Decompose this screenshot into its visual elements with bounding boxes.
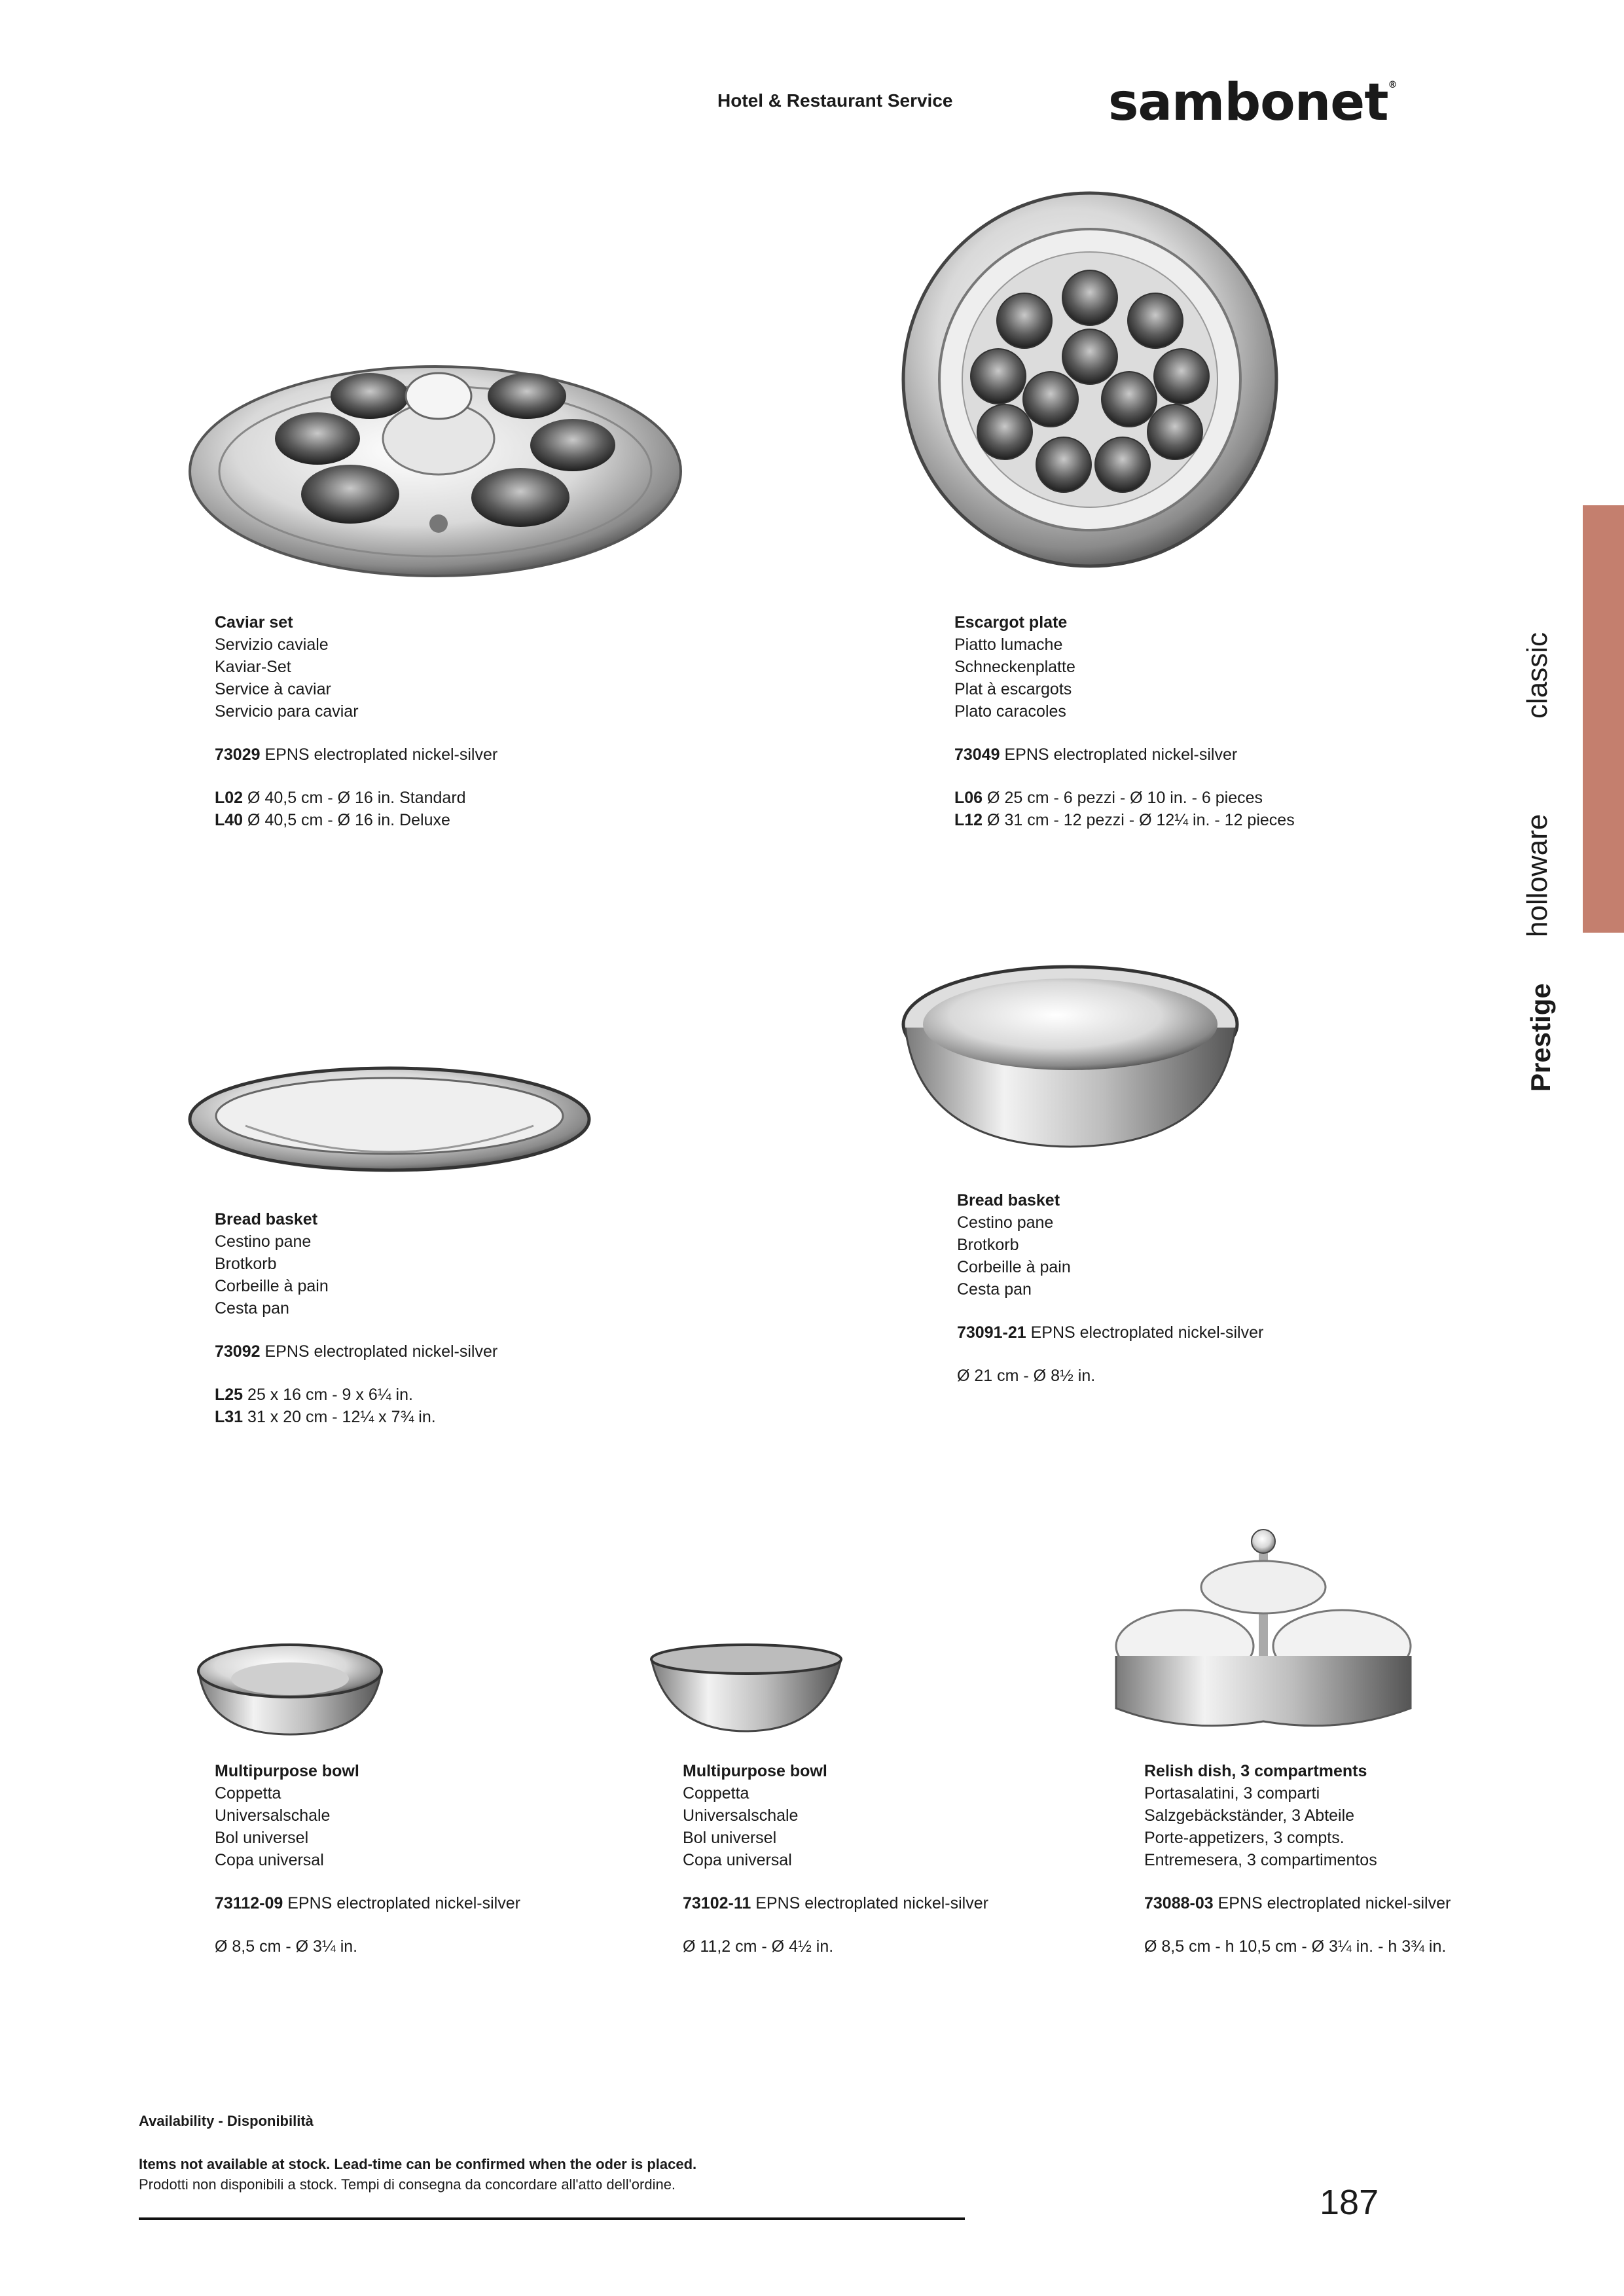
caviar-set-image xyxy=(187,347,684,583)
variant-line: L06 Ø 25 cm - 6 pezzi - Ø 10 in. - 6 pieces xyxy=(954,789,1263,807)
variant-line: L12 Ø 31 cm - 12 pezzi - Ø 12¼ in. - 12 pieces xyxy=(954,811,1295,829)
product-code-line: 73112-09 EPNS electroplated nickel-silver xyxy=(215,1894,520,1912)
translation-de: Kaviar-Set xyxy=(215,658,291,676)
multipurpose-bowl-small-image xyxy=(195,1640,385,1738)
page-number: 187 xyxy=(1320,2183,1379,2222)
translation-de: Brotkorb xyxy=(957,1236,1019,1254)
variant-line: L31 31 x 20 cm - 12¼ x 7¾ in. xyxy=(215,1408,436,1426)
variant-line: Ø 21 cm - Ø 8½ in. xyxy=(957,1367,1096,1385)
side-tab-accent xyxy=(1583,505,1624,933)
bread-basket-oval-image xyxy=(187,1064,592,1181)
side-tab-category: Prestige xyxy=(1525,983,1556,1092)
variant-line: L02 Ø 40,5 cm - Ø 16 in. Standard xyxy=(215,789,466,807)
availability-note-it: Prodotti non disponibili a stock. Tempi di consegna da concordare all'atto dell'ordine. xyxy=(139,2176,676,2193)
translation-fr: Corbeille à pain xyxy=(957,1258,1071,1276)
product-bread-basket-round xyxy=(957,1189,1263,1387)
product-multipurpose-bowl-medium xyxy=(683,1760,988,1958)
translation-it: Cestino pane xyxy=(215,1232,312,1251)
variant-line: Ø 11,2 cm - Ø 4½ in. xyxy=(683,1937,834,1956)
translation-fr: Corbeille à pain xyxy=(215,1277,329,1295)
availability-note-en: Items not available at stock. Lead-time can be confirmed when the oder is placed. xyxy=(139,2156,697,2172)
product-multipurpose-bowl-small xyxy=(215,1760,520,1958)
translation-fr: Bol universel xyxy=(215,1829,309,1847)
translation-it: Servizio caviale xyxy=(215,636,329,654)
translation-it: Coppetta xyxy=(215,1784,281,1803)
translation-de: Brotkorb xyxy=(215,1255,277,1273)
translation-fr: Bol universel xyxy=(683,1829,777,1847)
product-name: Relish dish, 3 compartments xyxy=(1144,1762,1367,1780)
variant-line: Ø 8,5 cm - Ø 3¼ in. xyxy=(215,1937,358,1956)
product-relish-dish xyxy=(1144,1760,1451,1958)
translation-es: Servicio para caviar xyxy=(215,702,359,721)
translation-it: Portasalatini, 3 comparti xyxy=(1144,1784,1320,1803)
escargot-plate-image xyxy=(900,190,1280,569)
footer-divider xyxy=(139,2217,965,2220)
product-code-line: 73088-03 EPNS electroplated nickel-silver xyxy=(1144,1894,1451,1912)
variant-line: L25 25 x 16 cm - 9 x 6¼ in. xyxy=(215,1386,413,1404)
product-name: Bread basket xyxy=(215,1210,318,1229)
product-code-line: 73102-11 EPNS electroplated nickel-silver xyxy=(683,1894,988,1912)
bread-basket-round-image xyxy=(900,962,1240,1152)
product-bread-basket-oval xyxy=(215,1208,497,1428)
brand-logo: sambonet® xyxy=(1108,73,1397,132)
translation-de: Universalschale xyxy=(215,1806,331,1825)
translation-es: Copa universal xyxy=(215,1851,324,1869)
translation-it: Coppetta xyxy=(683,1784,749,1803)
product-name: Caviar set xyxy=(215,613,293,632)
variant-line: L40 Ø 40,5 cm - Ø 16 in. Deluxe xyxy=(215,811,450,829)
translation-it: Cestino pane xyxy=(957,1213,1054,1232)
product-caviar-set xyxy=(215,611,497,831)
side-tab-line: holloware xyxy=(1521,814,1553,937)
translation-es: Cesta pan xyxy=(957,1280,1032,1299)
translation-es: Cesta pan xyxy=(215,1299,289,1318)
translation-fr: Service à caviar xyxy=(215,680,331,698)
availability-heading: Availability - Disponibilità xyxy=(139,2113,314,2129)
variant-line: Ø 8,5 cm - h 10,5 cm - Ø 3¼ in. - h 3¾ in. xyxy=(1144,1937,1447,1956)
translation-de: Schneckenplatte xyxy=(954,658,1075,676)
header-title: Hotel & Restaurant Service xyxy=(717,90,953,111)
side-tab-style: classic xyxy=(1521,632,1553,719)
product-name: Multipurpose bowl xyxy=(215,1762,359,1780)
translation-it: Piatto lumache xyxy=(954,636,1063,654)
product-code-line: 73029 EPNS electroplated nickel-silver xyxy=(215,745,498,764)
product-name: Escargot plate xyxy=(954,613,1068,632)
product-code-line: 73049 EPNS electroplated nickel-silver xyxy=(954,745,1238,764)
translation-es: Copa universal xyxy=(683,1851,792,1869)
translation-es: Entremesera, 3 compartimentos xyxy=(1144,1851,1377,1869)
product-name: Multipurpose bowl xyxy=(683,1762,827,1780)
relish-dish-image xyxy=(1113,1525,1414,1741)
multipurpose-bowl-medium-image xyxy=(648,1643,844,1734)
translation-es: Plato caracoles xyxy=(954,702,1066,721)
translation-de: Universalschale xyxy=(683,1806,799,1825)
translation-fr: Porte-appetizers, 3 compts. xyxy=(1144,1829,1344,1847)
product-escargot-plate xyxy=(954,611,1295,831)
product-code-line: 73092 EPNS electroplated nickel-silver xyxy=(215,1342,498,1361)
product-code-line: 73091-21 EPNS electroplated nickel-silver xyxy=(957,1323,1264,1342)
product-name: Bread basket xyxy=(957,1191,1060,1210)
translation-fr: Plat à escargots xyxy=(954,680,1072,698)
translation-de: Salzgebäckständer, 3 Abteile xyxy=(1144,1806,1355,1825)
